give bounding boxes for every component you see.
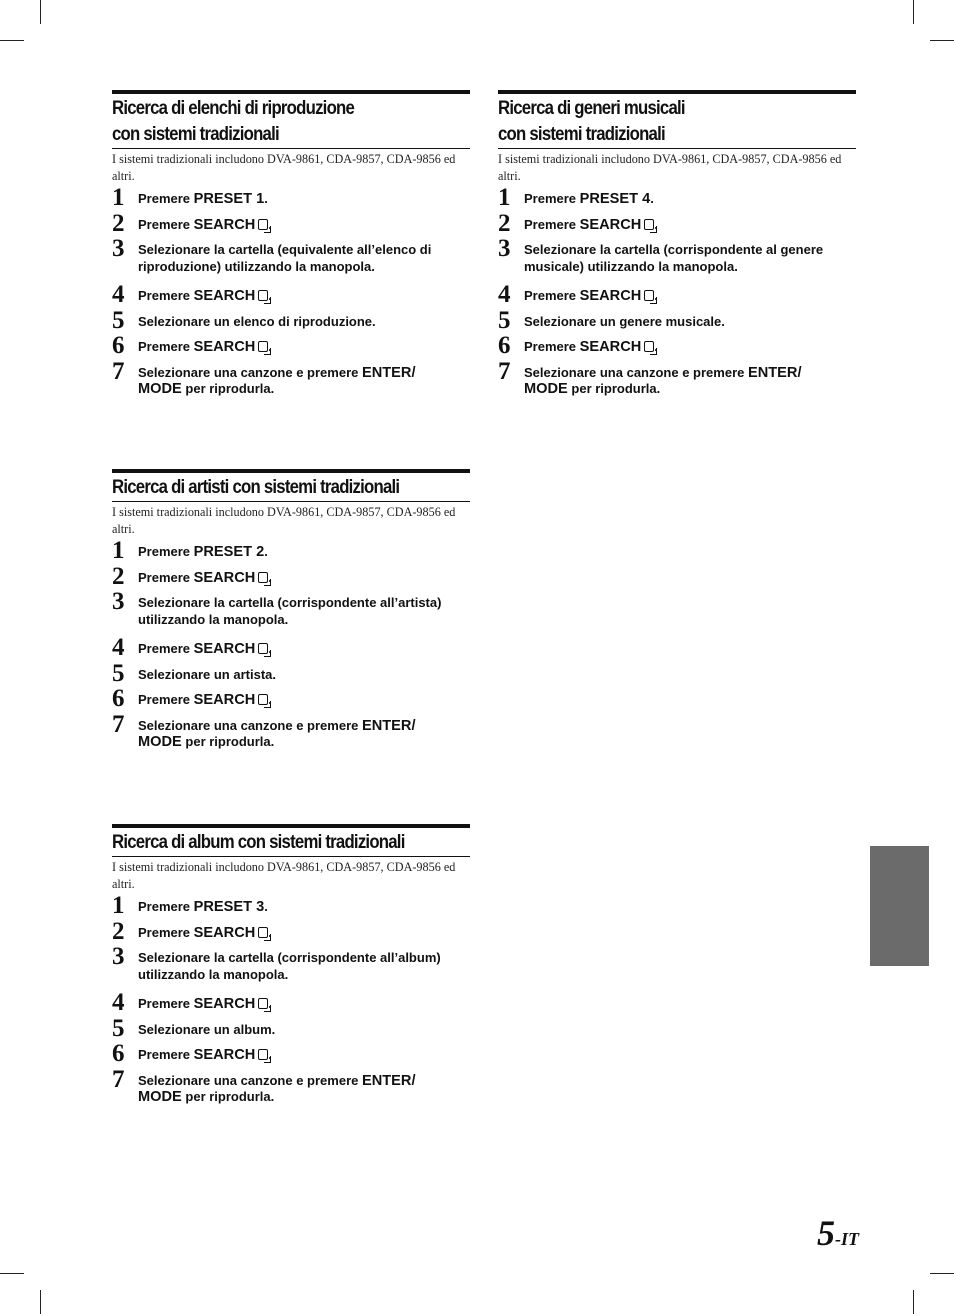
step-text-tail: . [654,216,658,232]
steps-list [112,892,470,1106]
step-text [524,288,658,303]
step-number: 1 [498,184,511,211]
step-text [138,996,272,1011]
step-text-tail: . [264,899,268,914]
section-rule [112,90,470,94]
step-text [524,217,658,232]
step-number: 6 [112,1040,125,1067]
search-icon [258,1049,268,1060]
step-item [112,892,470,919]
step-item [112,184,470,211]
crop-mark [40,1290,41,1314]
key-label: SEARCH [579,216,642,233]
step-item [112,537,470,564]
step-item [498,281,856,308]
step-text-tail: . [268,216,272,232]
search-icon [258,643,268,654]
step-text-lead: Premere [138,1047,194,1062]
step-text [138,925,272,940]
step-number: 1 [112,537,125,564]
search-icon [644,341,654,352]
step-text-lead: Premere [138,641,194,656]
step-text [524,365,802,397]
step-number: 3 [112,943,125,970]
step-text [138,191,268,206]
step-text-tail: per riprodurla. [181,1089,275,1104]
section-title [112,95,470,148]
intro-text: I sistemi tradizionali includono DVA-9861, CDA-9857, CDA-9856 ed altri. [112,860,456,891]
step-number: 7 [498,357,511,385]
section-artists [112,469,470,751]
step-number: 7 [112,357,125,385]
step-item [112,659,470,687]
step-text-lead: Premere [138,899,194,914]
step-number: 4 [498,281,511,308]
step-text: Selezionare la cartella (corrispondente all’artista) utilizzando la manopola. [138,595,442,627]
step-text-lead: Selezionare una canzone e premere [524,364,748,380]
chapter-tab [870,846,929,966]
step-number: 7 [112,710,125,738]
step-text: Selezionare un elenco di riproduzione. [138,313,376,329]
step-number: 2 [498,209,511,237]
step-text [138,899,268,914]
step-text-tail: . [268,1047,272,1062]
step-item [498,209,856,237]
key-label: SEARCH [193,692,256,708]
key-label: SEARCH [193,216,256,233]
step-item [112,634,470,661]
crop-mark [40,0,41,24]
step-text-lead: Selezionare una canzone e premere [138,717,362,733]
step-text-lead: Premere [138,288,194,303]
title-line: Ricerca di elenchi di riproduzione [112,97,355,119]
search-icon [644,219,654,230]
step-text [138,365,416,397]
step-text-lead: Premere [524,191,580,206]
step-text: Selezionare un artista. [138,666,276,682]
title-line: Ricerca di generi musicali [498,97,685,119]
step-item [112,943,470,983]
step-number: 6 [112,332,125,359]
crop-mark [930,1273,954,1274]
key-label: SEARCH [193,924,256,941]
intro-text: I sistemi tradizionali includono DVA-9861, CDA-9857, CDA-9856 ed altri. [112,505,456,536]
step-text-lead: Premere [138,924,194,940]
section-underline [498,148,856,149]
step-text: Selezionare un genere musicale. [524,313,725,329]
step-text [138,641,272,656]
step-text-tail: . [268,339,272,354]
key-label: ENTER/ [361,364,416,381]
step-item [112,306,470,334]
section-playlists [112,90,470,398]
key-label: MODE [138,734,182,750]
crop-mark [913,0,914,24]
step-text-lead: Premere [524,339,580,354]
key-label: SEARCH [579,339,642,355]
step-text-tail: . [264,191,268,206]
section-title [112,829,470,856]
steps-list [112,537,470,751]
search-icon [258,927,268,938]
key-label: SEARCH [193,641,256,657]
search-icon [258,694,268,705]
search-icon [644,290,654,301]
step-text-tail: . [264,544,268,559]
search-icon [258,219,268,230]
step-number: 2 [112,209,125,237]
key-label: PRESET 2 [193,544,265,560]
step-text: Selezionare un album. [138,1021,276,1037]
step-text-tail: . [268,288,272,303]
key-label: SEARCH [193,996,256,1012]
step-number: 5 [112,306,125,334]
intro-text: I sistemi tradizionali includono DVA-9861, CDA-9857, CDA-9856 ed altri. [498,152,842,183]
step-number: 4 [112,989,125,1016]
step-text [138,544,268,559]
step-item [112,235,470,275]
step-number: 6 [112,685,125,712]
step-text [138,288,272,303]
step-text-lead: Selezionare una canzone e premere [138,1072,362,1088]
step-text-lead: Premere [138,569,194,585]
key-label: SEARCH [193,288,256,304]
step-text [138,570,272,585]
step-item [498,306,856,334]
section-genres [498,90,856,398]
step-text: Selezionare la cartella (equivalente all’elenco di riproduzione) utilizzando la manopola. [138,242,432,274]
step-item [112,710,470,751]
step-number: 6 [498,332,511,359]
step-item [112,332,470,359]
crop-mark [0,1273,24,1274]
intro-text: I sistemi tradizionali includono DVA-9861, CDA-9857, CDA-9856 ed altri. [112,152,456,183]
section-albums [112,824,470,1106]
title-line: con sistemi tradizionali [112,123,279,145]
section-rule [112,469,470,473]
title-line: con sistemi tradizionali [498,123,665,145]
step-item [112,917,470,945]
step-text: Selezionare la cartella (corrispondente all’album) utilizzando la manopola. [138,950,441,982]
section-underline [112,856,470,857]
step-item [112,588,470,628]
step-item [112,357,470,398]
step-number: 7 [112,1065,125,1093]
crop-mark [0,40,24,41]
step-text-lead: Premere [138,339,194,354]
step-number: 4 [112,281,125,308]
step-text-tail: . [268,692,272,707]
step-text-tail: . [654,339,658,354]
step-number: 5 [112,1014,125,1042]
step-number: 4 [112,634,125,661]
step-text-lead: Premere [524,288,580,303]
step-number: 3 [112,588,125,615]
title-line: Ricerca di artisti con sistemi tradizionali [112,476,400,498]
key-label: SEARCH [193,1047,256,1063]
step-item [112,1065,470,1106]
title-line: Ricerca di album con sistemi tradizionali [112,831,405,853]
page-number-suffix: -IT [835,1229,859,1249]
section-title [498,95,856,148]
step-text-tail: . [268,569,272,585]
step-item [112,562,470,590]
page-number [817,1212,859,1254]
key-label: MODE [138,381,182,397]
step-number: 5 [112,659,125,687]
step-item [498,332,856,359]
step-text [138,339,272,354]
step-item [112,1014,470,1042]
step-text-lead: Premere [138,692,194,707]
key-label: MODE [524,381,568,397]
step-text-lead: Selezionare una canzone e premere [138,364,362,380]
step-text-tail: . [650,191,654,206]
step-number: 1 [112,184,125,211]
step-text [138,718,416,750]
step-text-lead: Premere [138,191,194,206]
step-text-tail: per riprodurla. [181,734,275,749]
crop-mark [913,1290,914,1314]
step-item [112,1040,470,1067]
step-item [498,357,856,398]
step-text-lead: Premere [138,996,194,1011]
key-label: SEARCH [193,339,256,355]
key-label: ENTER/ [747,364,802,381]
step-text [138,1073,416,1105]
step-item [112,685,470,712]
step-text [524,339,658,354]
step-text [524,191,654,206]
step-item [112,989,470,1016]
step-text [138,1047,272,1062]
search-icon [258,290,268,301]
step-text-lead: Premere [138,216,194,232]
page-number-value: 5 [817,1213,835,1253]
crop-mark [930,40,954,41]
step-text-lead: Premere [524,216,580,232]
step-number: 5 [498,306,511,334]
key-label: ENTER/ [361,717,416,734]
key-label: SEARCH [193,569,256,586]
section-title [112,474,470,501]
step-item [498,235,856,275]
section-underline [112,501,470,502]
step-item [112,209,470,237]
step-text-lead: Premere [138,544,194,559]
step-text [138,217,272,232]
step-number: 2 [112,562,125,590]
step-text [138,692,272,707]
step-number: 1 [112,892,125,919]
step-item [112,281,470,308]
step-text-tail: per riprodurla. [181,381,275,396]
section-rule [112,824,470,828]
section-rule [498,90,856,94]
step-text-tail: per riprodurla. [567,381,661,396]
step-text-tail: . [268,996,272,1011]
search-icon [258,998,268,1009]
step-text-tail: . [268,641,272,656]
step-text: Selezionare la cartella (corrispondente al genere musicale) utilizzando la manopola. [524,242,824,274]
step-number: 3 [112,235,125,262]
steps-list [498,184,856,398]
search-icon [258,341,268,352]
step-number: 3 [498,235,511,262]
key-label: ENTER/ [361,1072,416,1089]
step-item [498,184,856,211]
section-underline [112,148,470,149]
key-label: MODE [138,1089,182,1105]
key-label: PRESET 4 [579,191,651,207]
step-text-tail: . [268,924,272,940]
step-text-tail: . [654,288,658,303]
step-number: 2 [112,917,125,945]
key-label: PRESET 3 [193,899,265,915]
key-label: PRESET 1 [193,191,265,207]
key-label: SEARCH [579,288,642,304]
search-icon [258,572,268,583]
steps-list [112,184,470,398]
